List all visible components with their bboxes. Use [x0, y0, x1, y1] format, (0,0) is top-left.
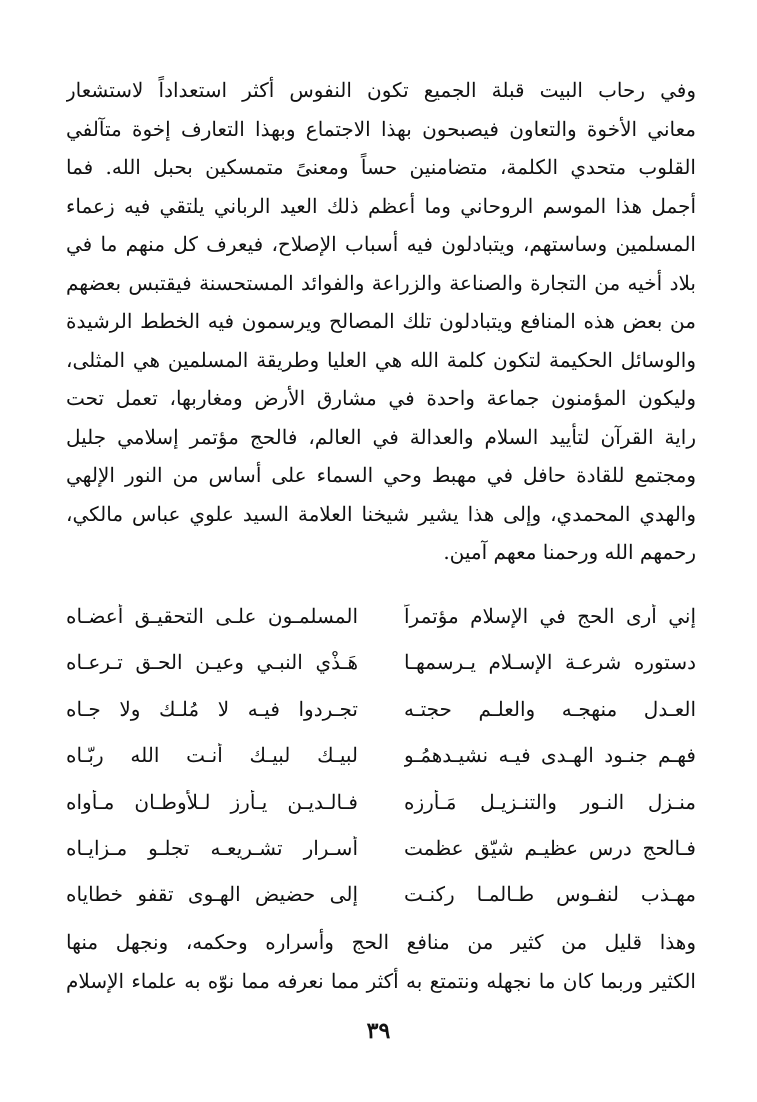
paragraph-line: والهدي المحمدي، وإلى هذا يشير شيخنا العلامة السيد علوي عباس مالكي،	[66, 501, 696, 526]
poem-verse	[66, 644, 696, 690]
poem-verse	[66, 876, 696, 922]
paragraph-line: وليكون المؤمنون جماعة واحدة في مشارق الأرض ومغاربها، تعمل تحت	[66, 386, 696, 410]
verse-second-hemistich: هَـذْي النبـي وعيـن الحـق تـرعـاه	[66, 650, 358, 675]
verse-first-hemistich: فهـم جنـود الهـدى فيـه نشيـدهمُـو	[404, 743, 696, 768]
poem-verse	[66, 691, 696, 737]
paragraph-line: القلوب متحدي الكلمة، متضامنين حساً ومعنىً متمسكين بحبل الله. فما	[66, 155, 696, 179]
verse-first-hemistich: منـزل النـور والتنـزيـل مَـأرزه	[404, 789, 696, 814]
verse-second-hemistich: تجـردوا فيـه لا مُلـك ولا جـاه	[66, 696, 358, 721]
paragraph-line: راية القرآن لتأييد السلام والعدالة في العالم، فالحج مؤتمر إسلامي جليل	[66, 424, 696, 449]
verse-first-hemistich: العـدل منهجـه والعلـم حجتـه	[404, 696, 696, 721]
body-paragraph-2	[66, 923, 696, 1000]
paragraph-line: أجمل هذا الموسم الروحاني وما أعظم ذلك العيد الرباني يلتقي فيه زعماء	[66, 193, 696, 218]
paragraph-line: الكثير وربما كان ما نجهله ونتمتع به أكثر مما نعرفه مما نوّه به علماء الإسلام	[66, 968, 696, 993]
body-paragraph-1	[66, 71, 696, 572]
poem-verse	[66, 598, 696, 644]
verse-first-hemistich: فـالحج درس عظيـم شيّق عظمت	[404, 835, 696, 860]
paragraph-line: بلاد أخيه من التجارة والصناعة والزراعة والفوائد المستحسنة فيقتبس بعضهم	[66, 270, 696, 295]
paragraph-line: والوسائل الحكيمة لتكون كلمة الله هي العليا وطريقة المسلمين هي المثلى،	[66, 347, 696, 372]
poem-verse	[66, 830, 696, 876]
poem-verse	[66, 784, 696, 830]
verse-second-hemistich: فـالـديـن يـأرز لـلأوطـان مـأواه	[66, 789, 358, 814]
paragraph-line: المسلمين وساستهم، ويتبادلون فيه أسباب الإصلاح، فيعرف كل منهم ما في	[66, 232, 696, 256]
verse-second-hemistich: أسـرار تشـريعـه تجلـو مـزايـاه	[66, 835, 358, 860]
verse-second-hemistich: إلى حضيض الهـوى تقفو خطاياه	[66, 882, 358, 907]
poem-verse	[66, 737, 696, 783]
paragraph-line: ومجتمع للقادة حافل في مهبط وحي السماء على أساس من النور الإلهي	[66, 463, 696, 487]
paragraph-line: من بعض هذه المنافع ويتبادلون تلك المصالح ويرسمون فيه الخطط الرشيدة	[66, 309, 696, 333]
paragraph-line: معاني الأخوة والتعاون فيصبحون بهذا الاجتماع وبهذا التعارف إخوة متآلفي	[66, 116, 696, 141]
poem	[66, 598, 696, 923]
paragraph-line: وفي رحاب البيت قبلة الجميع تكون النفوس أكثر استعداداً لاستشعار	[66, 78, 696, 102]
page-number: ٣٩	[366, 1018, 391, 1044]
paragraph-line: وهذا قليل من كثير من منافع الحج وأسراره وحكمه، ونجهل منها	[66, 930, 696, 954]
verse-first-hemistich: مهـذب لنفـوسٍ طـالمـا ركنـت	[404, 882, 696, 907]
verse-first-hemistich: دستوره شرعـة الإسـلام يـرسمهـا	[404, 650, 696, 675]
verse-first-hemistich: إني أرى الحج في الإسلام مؤتمراً	[404, 604, 696, 628]
verse-second-hemistich: لبيـك لبيـك أنـت الله ربّـاه	[66, 743, 358, 768]
paragraph-line: رحمهم الله ورحمنا معهم آمين.	[443, 540, 696, 564]
verse-second-hemistich: المسلمـون علـى التحقيـق أعضـاه	[66, 604, 358, 628]
